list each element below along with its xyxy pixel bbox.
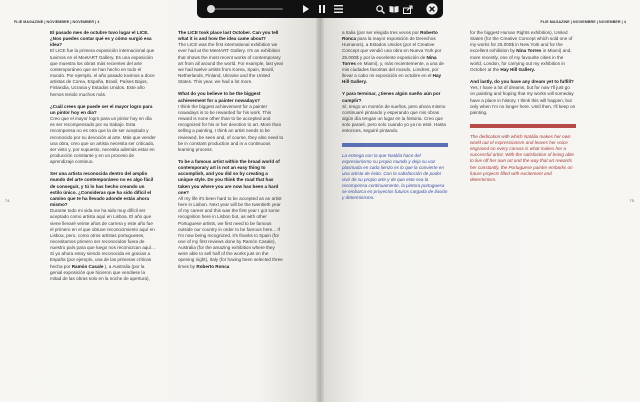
bold-name: Roberto Ronca: [342, 30, 438, 42]
bold-name: Roberto Ronca: [195, 263, 230, 269]
column-english-2: [470, 30, 576, 350]
page-gutter: [316, 0, 324, 402]
answer-paragraph: [50, 116, 156, 165]
pull-quote: La entrega con la que Natália hace del expresionismo su propio mundo y deja su voz plasmada en cada lienzo es lo que la convierte en una artista de éxito. Con la satisfacción de poder vivir de su propio arte y de que este sea la recompensa continuamente, la pintora portuguesa se embarca en proyectos futuros cargada de ilusión y determinismo.: [342, 152, 448, 201]
interview-question: The LICE took place last October. Can you tell what it is and how the idea came about?: [178, 30, 279, 42]
column-spanish-1: [50, 30, 156, 392]
interview-question: To be a famous artist within the broad world of contemporary art is not an easy thing to accomplish, and you did so by creating a unique style. Do you think the road that has taken you where you are now has been a hard one?: [178, 158, 280, 195]
play-icon[interactable]: [299, 2, 313, 16]
answer-text: All my life it's been hard to be accepted as an artist here in Lisbon. Next year will be the twentieth year of my career and this was the first year I got some recognition here in Lisbon but, as with other Portuguese artists, we first need to be famous outside our country in order to be famous here... If I'm now being recognized, it's thanks to Spain (for one of my first reviews done by Ramón Casale), Australia (for the amazing exhibition where they were able to sell half of the works just on the opening night), Italy (for having been selected three times by: [178, 195, 283, 269]
page-number-right: 75: [629, 198, 634, 203]
right-page: [320, 0, 640, 402]
bold-name: Nina Torres: [342, 54, 437, 66]
answer-text: en Miami), y, más recientemente, a una de mis ciudades favoritas del mundo, Londres, por llevar a cabo mi exposición en octubre en el: [342, 60, 444, 79]
answer-text: para la mayor exposición de Derechos Humanos), a Estados Unidos (por el Creative Concept que vendió una obra en Nueva York por 25.000$ y por la excelente exposición de: [342, 36, 442, 60]
answer-paragraph: [178, 42, 284, 85]
interview-question: Ser una artista reconocida dentro del amplio mundo del arte contemporáneo no es algo fácil de conseguir, y tú lo has hecho creando un estilo único. ¿Consideras que ha sido difícil el camino que te ha llevado adonde estás ahora mismo?: [50, 171, 154, 208]
interview-question: ¿Cuál crees que puede ser el mayor logro para un pintor hoy en día?: [50, 103, 153, 115]
answer-text: The LICE was the first international exhibition we ever had at the MeetART Gallery. It's an exhibition that shows the most recent works of contemporary art from all around the world. For example, last year we had twelve artists from Korea, Spain, Brazil, Netherlands, Finland, Ukraine and the United States. This year, we had a lot more.: [178, 42, 284, 85]
bold-name: Ramón Casale: [70, 263, 105, 269]
interview-question: El pasado mes de octubre tuvo lugar el LICE. ¿Nos puedes contar qué es y cómo surgió esa idea?: [50, 30, 152, 48]
answer-paragraph: [342, 104, 448, 135]
answer-paragraph: [470, 30, 576, 73]
pause-icon[interactable]: [315, 2, 329, 16]
pull-quote-bar-blue: [342, 143, 448, 147]
answer-text: Creo que el mayor logro para un pintor hoy en día es ser recompensado por su trabajo. Esta recompensa no es otra que la de ser aceptado y reconocido por su devoción al arte. Más que vender una obra, creo que un artista necesita ser criticado, ser visto y, por supuesto, necesita además estar en producción constante y en un proceso de aprendizaje continuo.: [50, 116, 156, 165]
bold-name: Hay Hill Gallery.: [342, 73, 442, 85]
answer-text: Sí, tengo un montón de sueños, pero ahora mismo continuaré pintando y esperando que mis obras algún día tengan un lugar en la historia. Creo que solo pararé, pero solo cuando yo ya no esté. Hasta entonces, seguiré pintando.: [342, 103, 446, 134]
pull-quote-bar-red: [470, 124, 576, 128]
running-head-right: FLIE MAGAZINE | NOVIEMBRE | NOVEMBER | 4: [540, 20, 626, 24]
answer-text: I think the biggest achievement for a painter nowadays is to be rewarded for his work. This reward is none other than to be accepted and recognized for his or her devotion to art. More than selling a painting, I think an artist needs to be reviewed, be seen and, of course, they also need to be in constant production and in a continuous learning process.: [178, 103, 284, 152]
slider-knob[interactable]: [207, 5, 215, 13]
answer-paragraph: [178, 104, 284, 153]
bold-name: Nina Torres: [514, 48, 543, 54]
column-spanish-2: [342, 30, 448, 350]
answer-text: in Miami) and, more recently, one of my favourite cities in the world, London, for carrying out my exhibition in October at the: [470, 48, 572, 72]
answer-paragraph: [470, 85, 576, 116]
column-english-1: [178, 30, 284, 392]
answer-paragraph: [342, 30, 448, 85]
answer-text: Durante todo mi vida me ha sido muy difícil ser aceptado como artista aquí en Lisboa. El año que viene llevaré veinte años de carrera y este año fue el primero en el que obtuve reconocimiento aquí en Lisboa, pero, como otros artistas portugueses, necesitamos primero ser reconocidos fuera de nuestro país para que luego nos reconozcan aquí... Si yo ahora estoy siendo reconocida es gracias a España (por ejemplo, una de las primeras críticas hecha por: [50, 208, 155, 269]
interview-question: And lastly, do you have any dream yet to fulfill?: [470, 79, 574, 85]
answer-paragraph: [178, 196, 284, 270]
interview-question: What do you believe to be the biggest achievement for a painter nowadays?: [178, 91, 261, 103]
answer-text: for the biggest Human Rights exhibition), United States (for the Creative Concept which sold one of my works for 25.000$ in New York and for the excellent exhibition by: [470, 30, 573, 54]
search-icon[interactable]: [373, 2, 387, 16]
bold-name: Hay Hill Gallery.: [499, 66, 536, 72]
reader-toolbar: [197, 0, 443, 18]
answer-paragraph: [50, 48, 156, 97]
pull-quote: The dedication with which Natália makes her own world out of expressionism and leaves her voice engraved on every canvas is what makes her a successful artist. With the satisfaction of being able to live off her own art and the way that art rewards her constantly, the Portuguese painter embarks on future projects filled with excitement and determinism.: [470, 134, 574, 182]
page-slider[interactable]: [209, 8, 283, 10]
answer-text: a Italia (por ser elegida tres veces por: [342, 30, 419, 35]
answer-text: Yes, I have a lot of dreams, but for now I'll just go on painting and hoping that my works will someday have a place in history. I think this will happen, but only when I'm no longer here. Until then, I'll keep on painting.: [470, 85, 576, 115]
page-number-left: 74: [5, 198, 10, 203]
interview-question: Y para terminar, ¿tienes algún sueño aún por cumplir?: [342, 91, 441, 103]
answer-text: ), a Australia (por la genial exposición que hicieron que vendiese la mitad de las obras solo en la noche de apertura),: [50, 263, 150, 281]
answer-text: El LICE fue la primera exposición internacional que tuvimos en el MeetART Gallery. Es una exposición que muestra los obras más recientes del arte contemporáneo que se han hecho en todo el mundo. Por ejemplo, el año pasado tuvimos a doce artistas de Corea, España, Brasil, Países Bajos, Finlandia, Ucrania y Estados Unidos. Este año hemos tenido muchos más.: [50, 48, 155, 97]
running-head-left: FLIE MAGAZINE | NOVIEMBRE | NOVEMBER | 4: [14, 20, 100, 24]
book-icon[interactable]: [387, 2, 401, 16]
list-icon[interactable]: [331, 2, 345, 16]
answer-paragraph: [50, 208, 156, 282]
close-icon[interactable]: [425, 2, 439, 16]
share-icon[interactable]: [401, 2, 415, 16]
